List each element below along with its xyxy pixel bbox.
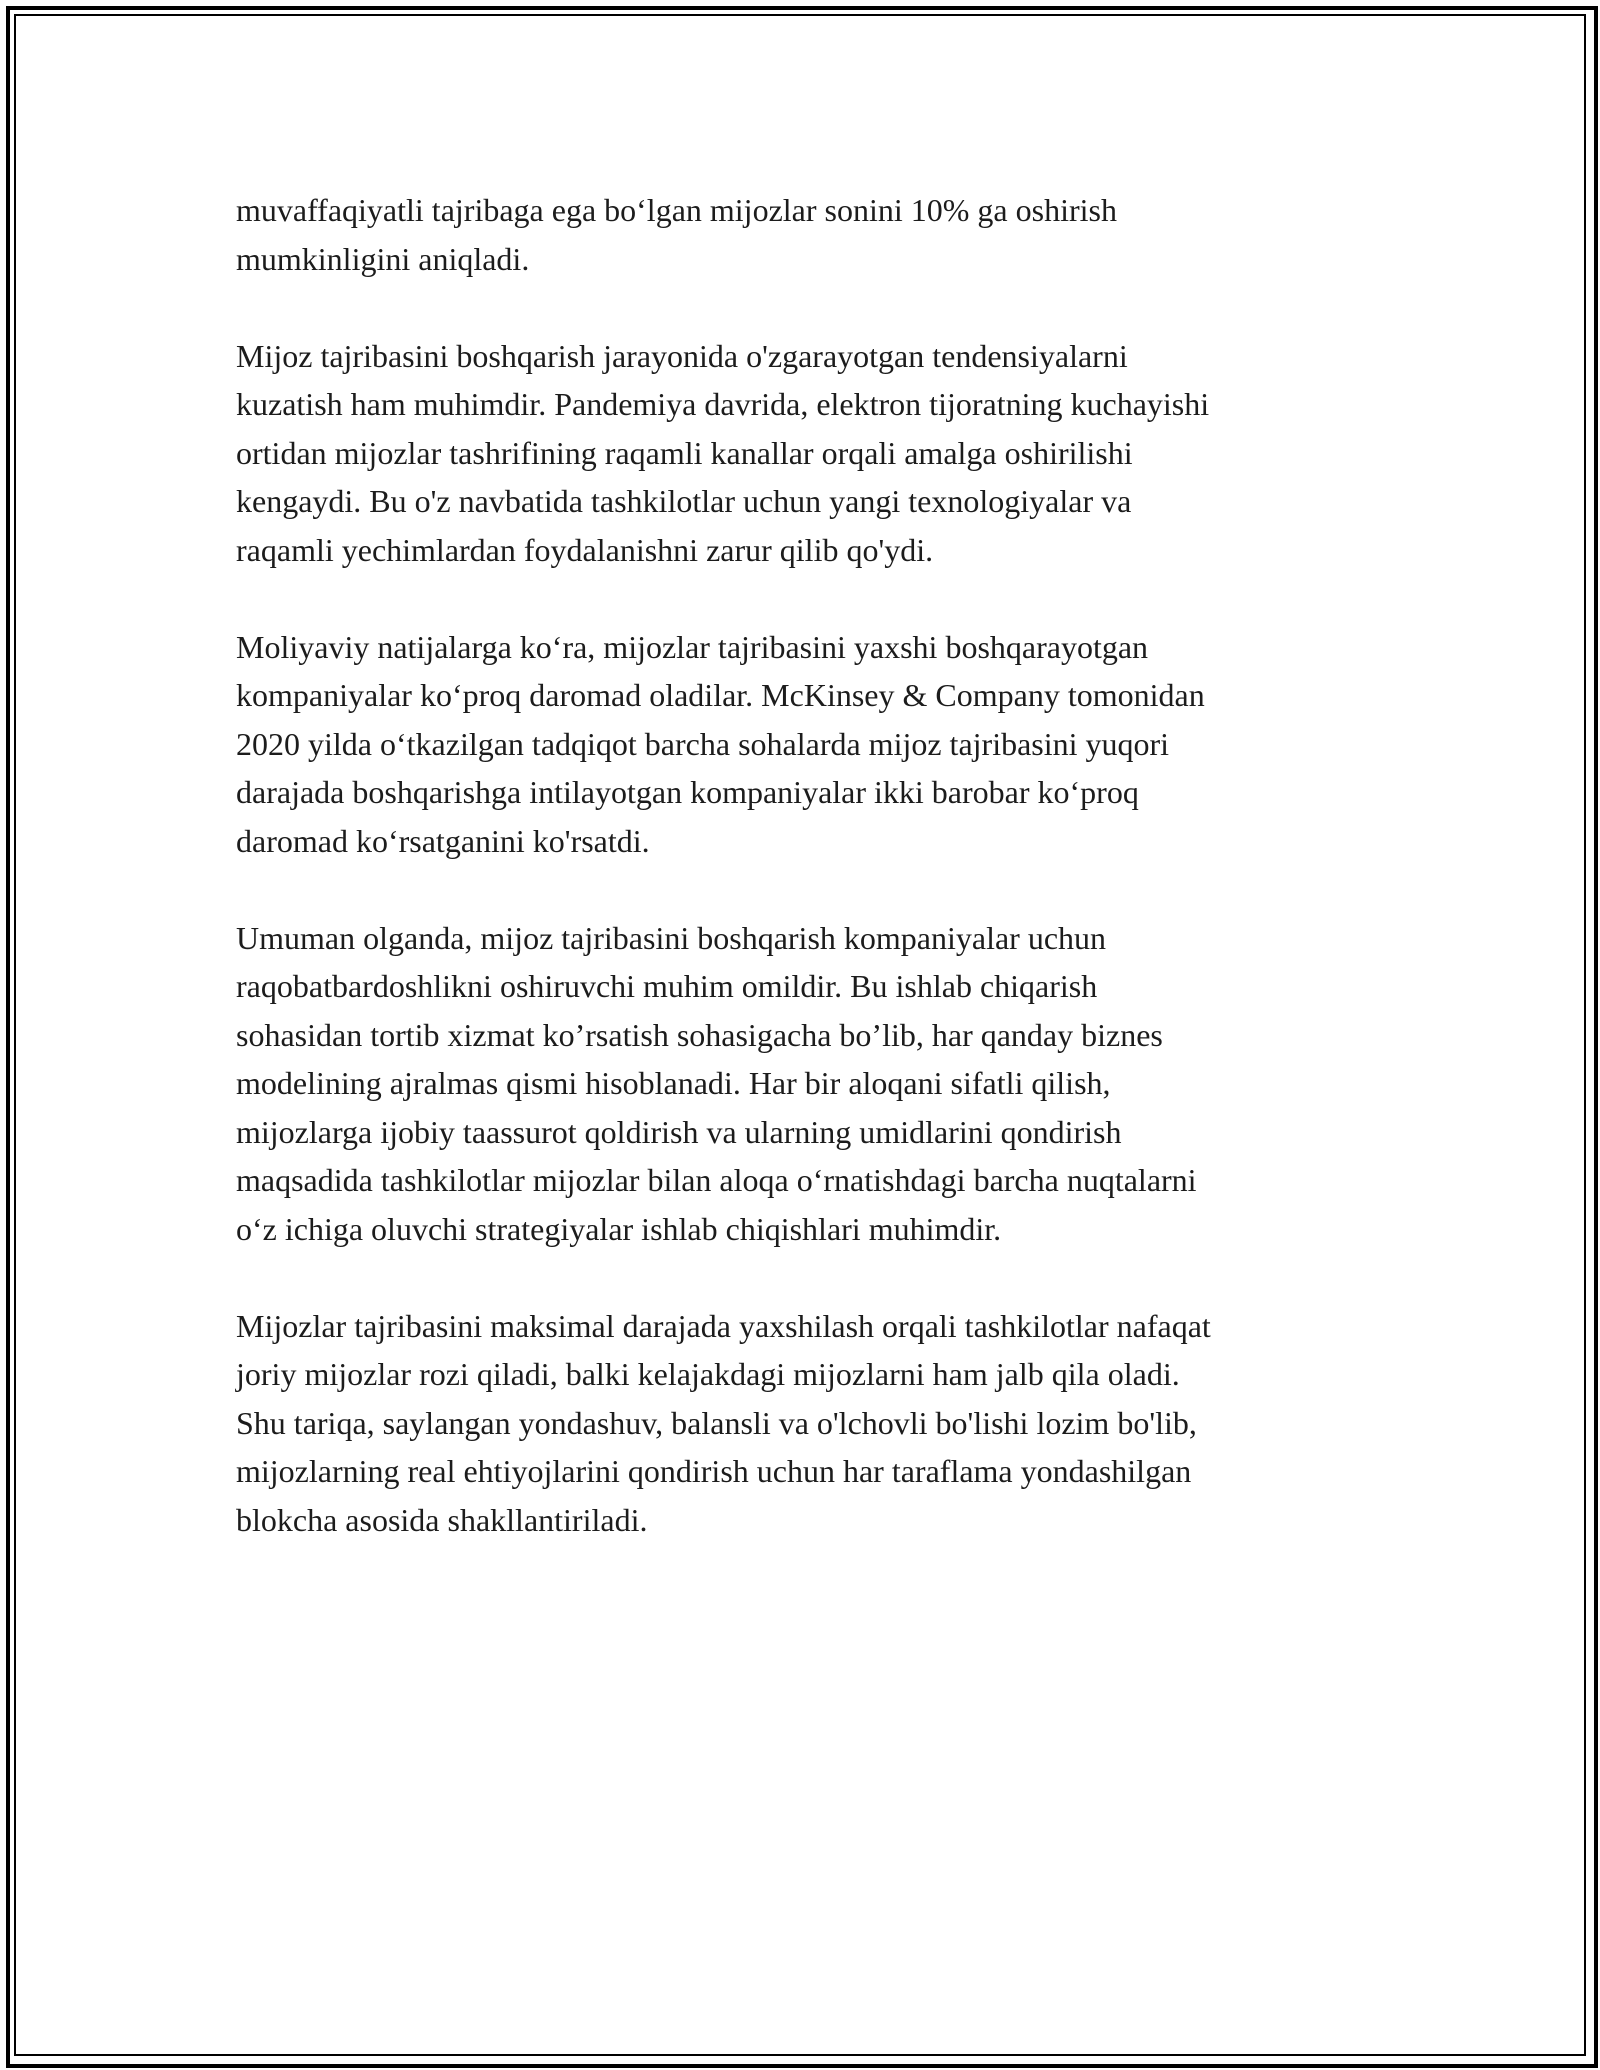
text-line: mijozlarning real ehtiyojlarini qondirish uchun har taraflama yondashilgan xyxy=(236,1453,1192,1489)
text-line: mijozlarga ijobiy taassurot qoldirish va ularning umidlarini qondirish xyxy=(236,1113,1122,1150)
paragraph-2 xyxy=(236,332,1376,575)
text-line: joriy mijozlar rozi qiladi, balki kelajakdagi mijozlarni ham jalb qila oladi. xyxy=(236,1356,1180,1392)
text-line: raqobatbardoshlikni oshiruvchi muhim omildir. Bu ishlab chiqarish xyxy=(236,968,1098,1004)
paragraph-5 xyxy=(236,1302,1376,1545)
text-line: Mijozlar tajribasini maksimal darajada yaxshilash orqali tashkilotlar nafaqat xyxy=(236,1307,1211,1344)
document-body xyxy=(236,186,1376,1593)
text-line: mumkinligini aniqladi. xyxy=(236,240,530,277)
text-line: raqamli yechimlardan foydalanishni zarur qilib qo'ydi. xyxy=(236,531,934,568)
text-line: modelining ajralmas qismi hisoblanadi. Har bir aloqani sifatli qilish, xyxy=(236,1065,1111,1101)
text-line: muvaffaqiyatli tajribaga ega boʻlgan mijozlar sonini 10% ga oshirish xyxy=(236,192,1117,228)
text-line: oʻz ichiga oluvchi strategiyalar ishlab chiqishlari muhimdir. xyxy=(236,1210,1002,1247)
text-line: Umuman olganda, mijoz tajribasini boshqarish kompaniyalar uchun xyxy=(236,919,1107,956)
paragraph-1 xyxy=(236,186,1376,283)
text-line: Moliyaviy natijalarga koʻra, mijozlar tajribasini yaxshi boshqarayotgan xyxy=(236,628,1149,665)
text-line: kengaydi. Bu o'z navbatida tashkilotlar uchun yangi texnologiyalar va xyxy=(236,483,1132,519)
text-line: ortidan mijozlar tashrifining raqamli kanallar orqali amalga oshirilishi xyxy=(236,434,1133,471)
text-line: blokcha asosida shakllantiriladi. xyxy=(236,1501,648,1538)
text-line: daromad koʻrsatganini ko'rsatdi. xyxy=(236,822,650,859)
text-line: Mijoz tajribasini boshqarish jarayonida o'zgarayotgan tendensiyalarni xyxy=(236,337,1128,374)
text-line: darajada boshqarishga intilayotgan kompaniyalar ikki barobar koʻproq xyxy=(236,774,1139,810)
paragraph-3 xyxy=(236,623,1376,866)
text-line: maqsadida tashkilotlar mijozlar bilan aloqa oʻrnatishdagi barcha nuqtalarni xyxy=(236,1162,1197,1198)
paragraph-4 xyxy=(236,914,1376,1254)
text-line: Shu tariqa, saylangan yondashuv, balansli va o'lchovli bo'lishi lozim bo'lib, xyxy=(236,1404,1197,1441)
text-line: kuzatish ham muhimdir. Pandemiya davrida, elektron tijoratning kuchayishi xyxy=(236,386,1210,422)
text-line: 2020 yilda oʻtkazilgan tadqiqot barcha sohalarda mijoz tajribasini yuqori xyxy=(236,725,1170,762)
text-line: kompaniyalar koʻproq daromad oladilar. McKinsey & Company tomonidan xyxy=(236,677,1205,713)
text-line: sohasidan tortib xizmat ko’rsatish sohasigacha bo’lib, har qanday biznes xyxy=(236,1016,1163,1053)
